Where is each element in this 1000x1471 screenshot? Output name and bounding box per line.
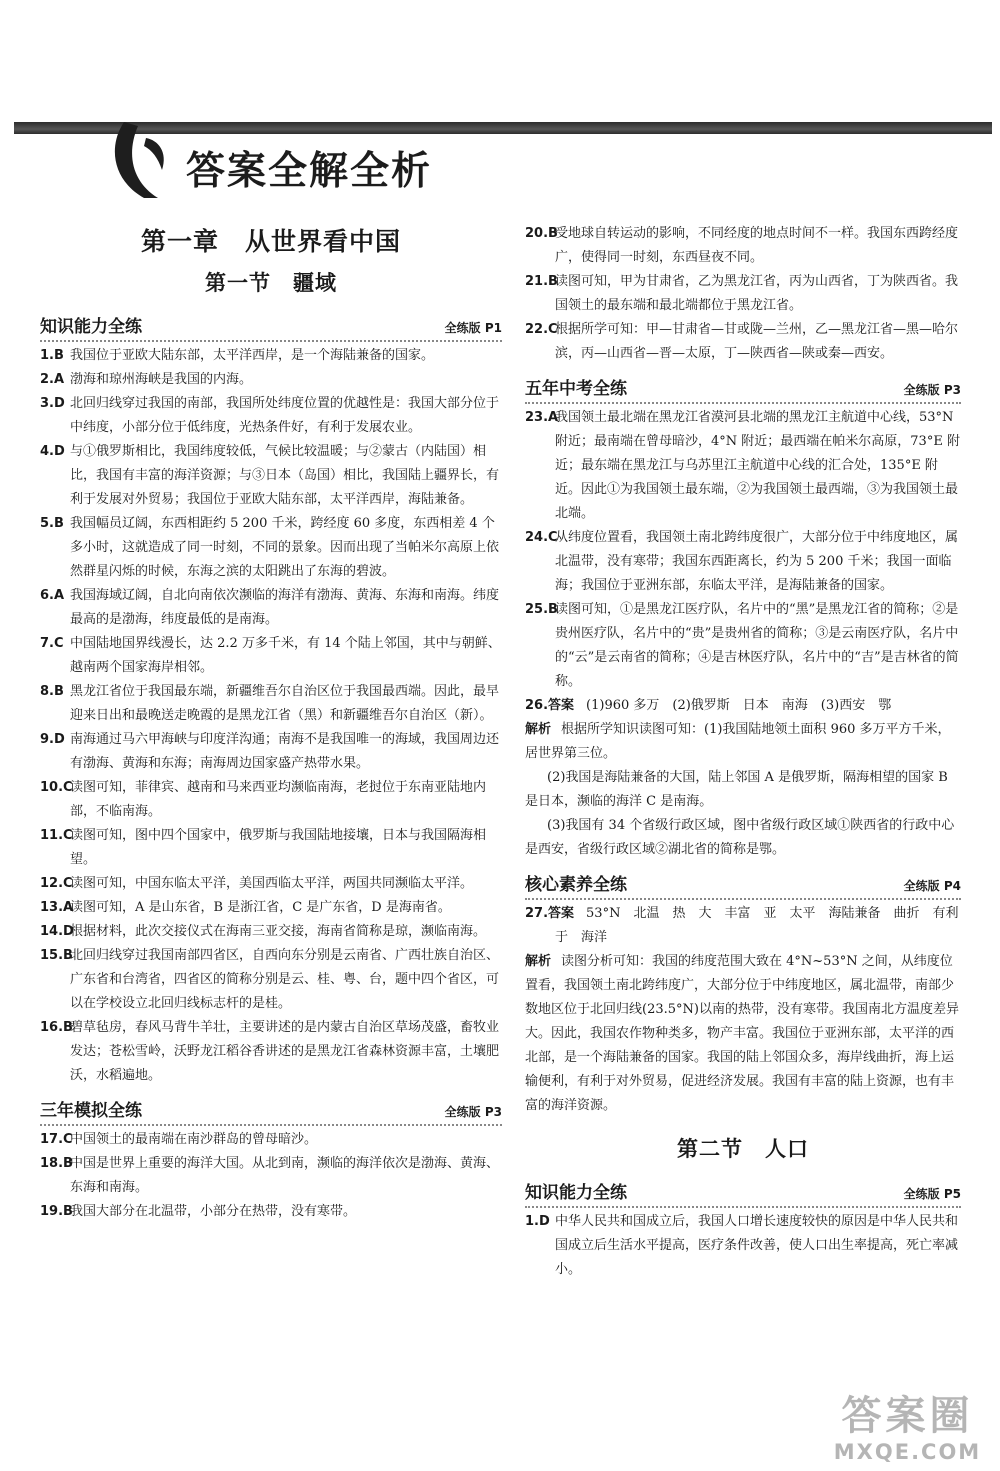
answer-number: 21.B	[525, 274, 558, 289]
answer-text: 读图可知，图中四个国家中，俄罗斯与我国陆地接壤，日本与我国隔海相望。	[70, 828, 487, 867]
answer-number: 1.D	[525, 1214, 550, 1229]
answer-text: 北回归线穿过我国南部四省区，自西向东分别是云南省、广西壮族自治区、广东省和台湾省，四省区的简称分别是云、桂、粤、台，题中四个省区，可以在学校设立北回归线标志杆的是桂。	[70, 948, 500, 1011]
answer-item	[40, 896, 502, 920]
section-header-name: 核心素养全练	[525, 875, 627, 895]
answer-number: 15.B	[40, 948, 73, 963]
answer-text: 53°N 北温 热 大 丰富 亚 太平 海陆兼备 曲折 有利于 海洋	[555, 906, 959, 945]
watermark-logo-text: 答案圈	[841, 1393, 974, 1439]
answer-number: 18.B	[40, 1156, 73, 1171]
answer-item	[40, 728, 502, 776]
answer-text: 中国领土的最南端在南沙群岛的曾母暗沙。	[70, 1132, 318, 1147]
answer-list	[525, 1210, 961, 1282]
section-header-version: 全练版 P5	[903, 1187, 961, 1201]
answer-item	[525, 222, 961, 270]
section-header-version: 全练版 P3	[444, 1105, 502, 1119]
answer-number: 23.A	[525, 410, 559, 425]
answer-list	[525, 406, 961, 694]
answer-item	[525, 598, 961, 694]
answer-list	[40, 1128, 502, 1224]
answer-item	[40, 1016, 502, 1088]
answer-item	[40, 872, 502, 896]
answer-item	[40, 680, 502, 728]
answer-number: 11.C	[40, 828, 73, 843]
section-header-name: 知识能力全练	[525, 1183, 627, 1203]
analysis-label: 解析	[525, 954, 552, 969]
answer-text: 受地球自转运动的影响，不同经度的地点时间不一样。我国东西跨经度广，使得同一时刻，东西昼夜不同。	[555, 226, 959, 265]
answer-number: 26.答案	[525, 698, 575, 713]
answer-item	[40, 632, 502, 680]
answer-number: 24.C	[525, 530, 558, 545]
answer-text: 渤海和琼州海峡是我国的内海。	[70, 372, 253, 387]
analysis-paragraph: (3)我国有 34 个省级行政区域，图中省级行政区域①陕西省的行政中心是西安，省级行政区域②湖北省的简称是鄂。	[525, 818, 955, 857]
answer-number: 9.D	[40, 732, 65, 747]
analysis-label: 解析	[525, 722, 552, 737]
answer-text: 碧草毡房，春风马背牛羊壮，主要讲述的是内蒙古自治区草场茂盛，畜牧业发达；苍松雪岭，沃野龙江稻谷香讲述的是黑龙江省森林资源丰富，土壤肥沃，水稻遍地。	[70, 1020, 500, 1083]
answer-number: 25.B	[525, 602, 558, 617]
answer-number: 4.D	[40, 444, 65, 459]
answer-text: 我国海域辽阔，自北向南依次濒临的海洋有渤海、黄海、东海和南海。纬度最高的是渤海，纬度最低的是南海。	[70, 588, 500, 627]
answer-text: 从纬度位置看，我国领土南北跨纬度很广，大部分位于中纬度地区，属北温带，没有寒带；我国东西距离长，约为 5 200 千米；我国一面临海；我国位于亚洲东部，东临太平洋，是海陆兼备的国家。	[555, 530, 959, 593]
answer-item	[40, 1200, 502, 1224]
answer-number: 17.C	[40, 1132, 73, 1147]
analysis-paragraph	[525, 950, 961, 1118]
answer-item	[40, 392, 502, 440]
section-header-version: 全练版 P3	[903, 383, 961, 397]
answer-text: 我国幅员辽阔，东西相距约 5 200 千米，跨经度 60 多度，东西相差 4 个多小时，这就造成了同一时刻，不同的景象。因而出现了当帕米尔高原上依然群星闪烁的时候，东海之滨的太阳跳出了东海的碧波。	[70, 516, 500, 579]
right-column	[525, 222, 961, 1282]
section-header	[525, 1172, 961, 1208]
answer-text: (1)960 多万 (2)俄罗斯 日本 南海 (3)西安 鄂	[586, 698, 892, 713]
answer-number: 5.B	[40, 516, 64, 531]
answer-text: 根据所学可知：甲—甘肃省—甘或陇—兰州，乙—黑龙江省—黑—哈尔滨，丙—山西省—晋—太原，丁—陕西省—陕或秦—西安。	[555, 322, 959, 361]
answer-item	[525, 270, 961, 318]
watermark-url: MXQE.COM	[833, 1440, 982, 1464]
answer-item	[40, 776, 502, 824]
answer-item	[525, 902, 961, 950]
answer-item	[40, 944, 502, 1016]
answer-number: 10.C	[40, 780, 73, 795]
answer-item	[525, 526, 961, 598]
answer-number: 3.D	[40, 396, 65, 411]
section-header-name: 知识能力全练	[40, 317, 142, 337]
answer-number: 14.D	[40, 924, 74, 939]
section-header	[40, 306, 502, 342]
section-header	[525, 864, 961, 900]
answer-text: 读图可知，①是黑龙江医疗队，名片中的“黑”是黑龙江省的简称；②是贵州医疗队，名片中的“贵”是贵州省的简称；③是云南医疗队，名片中的“云”是云南省的简称；④是吉林医疗队，名片中的“吉”是吉林省的简称。	[555, 602, 959, 689]
analysis-text: 读图分析可知：我国的纬度范围大致在 4°N~53°N 之间，从纬度位置看，我国领土南北跨纬度广，大部分位于中纬度地区，属北温带，南部少数地区位于北回归线(23.5°N)以南的热带，没有寒带。我国南北方温度差异大。因此，我国农作物种类多，物产丰富。我国位于亚洲东部，太平洋的西北部，是一个海陆兼备的国家。我国的陆上邻国众多，海岸线曲折，海上运输便利，有利于对外贸易，促进经济发展。我国有丰富的陆上资源，也有丰富的海洋资源。	[525, 954, 959, 1113]
answer-item	[525, 1210, 961, 1282]
header-swoosh-icon	[106, 118, 186, 202]
answer-number: 22.C	[525, 322, 558, 337]
answer-text: 中国陆地国界线漫长，达 2.2 万多千米，有 14 个陆上邻国，其中与朝鲜、越南两个国家海岸相邻。	[70, 636, 501, 675]
answer-item	[40, 512, 502, 584]
answer-number: 2.A	[40, 372, 65, 387]
answer-item	[40, 344, 502, 368]
section-header	[525, 368, 961, 404]
section-header-name: 五年中考全练	[525, 379, 627, 399]
section-header-version: 全练版 P4	[903, 879, 961, 893]
section-header-version: 全练版 P1	[444, 321, 502, 335]
answer-item	[40, 440, 502, 512]
answer-text: 读图可知，中国东临太平洋，美国西临太平洋，两国共同濒临太平洋。	[70, 876, 474, 891]
answer-number: 1.B	[40, 348, 64, 363]
answer-text: 北回归线穿过我国的南部，我国所处纬度位置的优越性是：我国大部分位于中纬度，小部分位于低纬度，光热条件好，有利于发展农业。	[70, 396, 500, 435]
answer-text: 南海通过马六甲海峡与印度洋沟通；南海不是我国唯一的海域，我国周边还有渤海、黄海和东海；南海周边国家盛产热带水果。	[70, 732, 500, 771]
answer-text: 黑龙江省位于我国最东端，新疆维吾尔自治区位于我国最西端。因此，最早迎来日出和最晚送走晚霞的是黑龙江省（黑）和新疆维吾尔自治区（新）。	[70, 684, 500, 723]
answer-text: 与①俄罗斯相比，我国纬度较低，气候比较温暖；与②蒙古（内陆国）相比，我国有丰富的海洋资源；与③日本（岛国）相比，我国陆上疆界长，有利于发展对外贸易；我国位于亚欧大陆东部，太平洋西岸，海陆兼备。	[70, 444, 500, 507]
answer-number: 16.B	[40, 1020, 73, 1035]
answer-text: 读图可知，A 是山东省，B 是浙江省，C 是广东省，D 是海南省。	[70, 900, 451, 915]
answer-text: 中华人民共和国成立后，我国人口增长速度较快的原因是中华人民共和国成立后生活水平提高，医疗条件改善，使人口出生率提高，死亡率减小。	[555, 1214, 959, 1277]
answer-item	[40, 920, 502, 944]
analysis-paragraph	[525, 718, 961, 766]
answer-item	[525, 318, 961, 366]
answer-text: 我国领土最北端在黑龙江省漠河县北端的黑龙江主航道中心线，53°N 附近；最南端在曾母暗沙，4°N 附近；最西端在帕米尔高原，73°E 附近；最东端在黑龙江与乌苏里江主航道中心线的汇合处，135°E 附近。因此①为我国领土最东端，②为我国领土最西端，③为我国领土最北端。	[555, 410, 960, 521]
answer-number: 6.A	[40, 588, 65, 603]
answer-item	[40, 1152, 502, 1200]
answer-list	[525, 222, 961, 366]
analysis-paragraph: (2)我国是海陆兼备的大国，陆上邻国 A 是俄罗斯，隔海相望的国家 B 是日本，濒临的海洋 C 是南海。	[525, 770, 948, 809]
answer-item	[525, 406, 961, 526]
answer-item	[40, 368, 502, 392]
answer-number: 12.C	[40, 876, 73, 891]
answer-text: 中国是世界上重要的海洋大国。从北到南，濒临的海洋依次是渤海、黄海、东海和南海。	[70, 1156, 500, 1195]
answer-number: 8.B	[40, 684, 64, 699]
analysis-text: 根据所学知识读图可知：(1)我国陆地领土面积 960 多万平方千米，居世界第三位。	[525, 722, 951, 761]
answer-text: 读图可知，菲律宾、越南和马来西亚均濒临南海，老挝位于东南亚陆地内部，不临南海。	[70, 780, 487, 819]
answer-text: 我国位于亚欧大陆东部，太平洋西岸，是一个海陆兼备的国家。	[70, 348, 435, 363]
answer-list	[40, 344, 502, 1088]
page-title: 答案全解全析	[186, 149, 433, 194]
answer-number: 27.答案	[525, 906, 575, 921]
answer-item	[40, 1128, 502, 1152]
section-title: 第二节 人口	[677, 1137, 809, 1161]
answer-number: 20.B	[525, 226, 558, 241]
section-header-name: 三年模拟全练	[40, 1101, 142, 1121]
answer-item	[525, 694, 961, 718]
left-column	[40, 222, 502, 1224]
answer-text: 读图可知，甲为甘肃省，乙为黑龙江省，丙为山西省，丁为陕西省。我国领土的最东端和最北端都位于黑龙江省。	[555, 274, 959, 313]
answer-number: 7.C	[40, 636, 64, 651]
answer-item	[40, 584, 502, 632]
answer-item	[40, 824, 502, 872]
section-title: 第一节 疆域	[205, 271, 337, 295]
answer-number: 19.B	[40, 1204, 73, 1219]
watermark	[825, 1393, 990, 1465]
answer-text: 根据材料，此次交接仪式在海南三亚交接，海南省简称是琼，濒临南海。	[70, 924, 487, 939]
section-header	[40, 1090, 502, 1126]
answer-text: 我国大部分在北温带，小部分在热带，没有寒带。	[70, 1204, 357, 1219]
answer-number: 13.A	[40, 900, 74, 915]
chapter-title: 第一章 从世界看中国	[140, 227, 401, 256]
